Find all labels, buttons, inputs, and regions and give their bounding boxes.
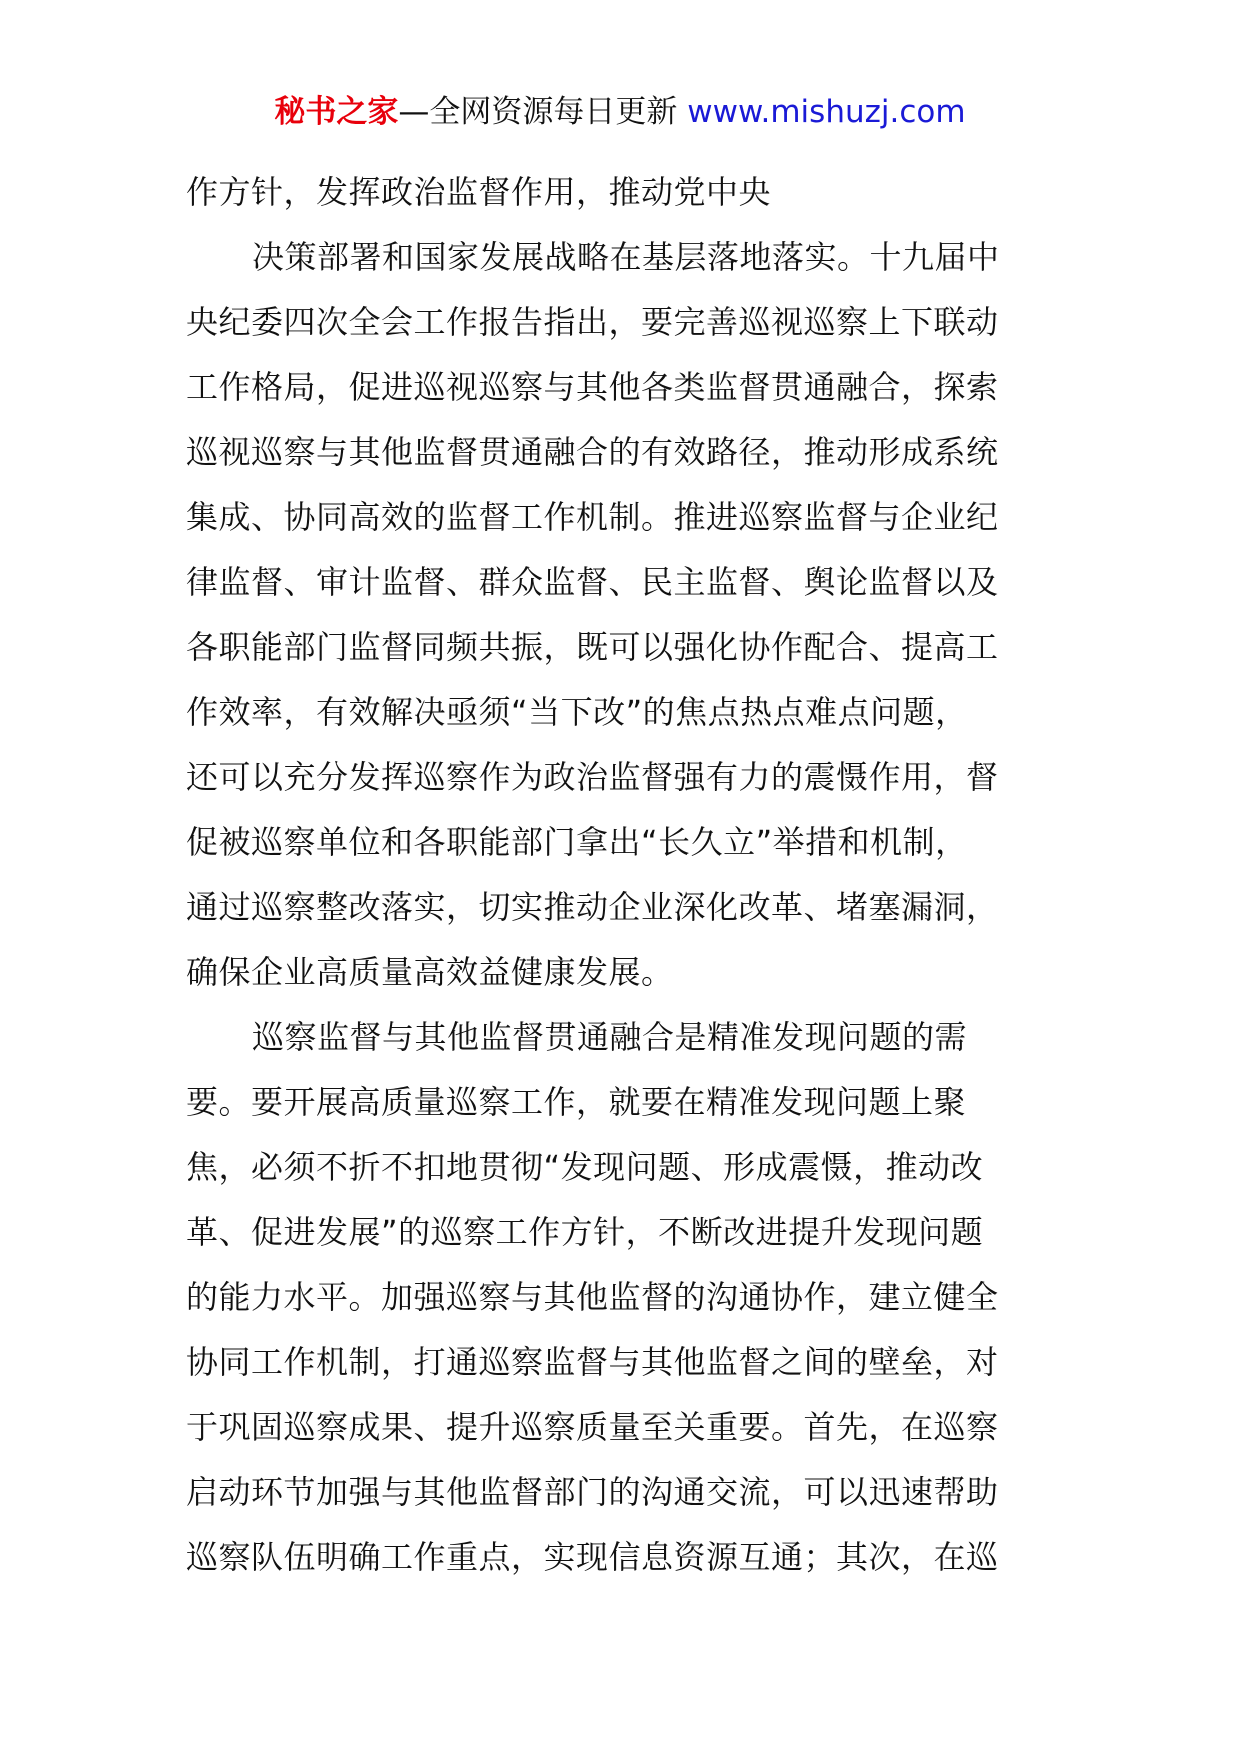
text-line: 工作格局，促进巡视巡察与其他各类监督贯通融合，探索 — [186, 368, 999, 406]
document-body — [186, 160, 1066, 1590]
text-line: 焦，必须不折不扣地贯彻“发现问题、形成震慑，推动改 — [186, 1148, 984, 1186]
site-tagline: —全网资源每日更新 — [398, 94, 678, 130]
text-line: 决策部署和国家发展战略在基层落地落实。十九届中 — [252, 238, 1000, 276]
text-line: 各职能部门监督同频共振，既可以强化协作配合、提高工 — [186, 628, 999, 666]
text-line: 央纪委四次全会工作报告指出，要完善巡视巡察上下联动 — [186, 303, 999, 341]
text-line: 律监督、审计监督、群众监督、民主监督、舆论监督以及 — [186, 563, 999, 601]
site-url-link[interactable]: www.mishuzj.com — [687, 94, 966, 130]
text-line: 促被巡察单位和各职能部门拿出“长久立”举措和机制， — [186, 823, 968, 861]
text-line: 的能力水平。加强巡察与其他监督的沟通协作，建立健全 — [186, 1278, 999, 1316]
text-line: 要。要开展高质量巡察工作，就要在精准发现问题上聚 — [186, 1083, 967, 1121]
text-line: 巡察监督与其他监督贯通融合是精准发现问题的需 — [252, 1018, 968, 1056]
text-line: 集成、协同高效的监督工作机制。推进巡察监督与企业纪 — [186, 498, 999, 536]
text-line: 革、促进发展”的巡察工作方针，不断改进提升发现问题 — [186, 1213, 984, 1251]
text-line: 巡视巡察与其他监督贯通融合的有效路径，推动形成系统 — [186, 433, 999, 471]
site-header — [0, 92, 1240, 132]
text-line: 作效率，有效解决亟须“当下改”的焦点热点难点问题， — [186, 693, 968, 731]
site-brand: 秘书之家 — [274, 94, 399, 130]
text-line: 启动环节加强与其他监督部门的沟通交流，可以迅速帮助 — [186, 1473, 999, 1511]
text-line: 作方针，发挥政治监督作用，推动党中央 — [186, 173, 772, 211]
text-line: 还可以充分发挥巡察作为政治监督强有力的震慑作用，督 — [186, 758, 999, 796]
text-line: 巡察队伍明确工作重点，实现信息资源互通；其次，在巡 — [186, 1538, 999, 1576]
text-line: 确保企业高质量高效益健康发展。 — [186, 953, 674, 991]
text-line: 协同工作机制，打通巡察监督与其他监督之间的壁垒，对 — [186, 1343, 999, 1381]
text-line: 通过巡察整改落实，切实推动企业深化改革、堵塞漏洞， — [186, 888, 999, 926]
text-line: 于巩固巡察成果、提升巡察质量至关重要。首先，在巡察 — [186, 1408, 999, 1446]
